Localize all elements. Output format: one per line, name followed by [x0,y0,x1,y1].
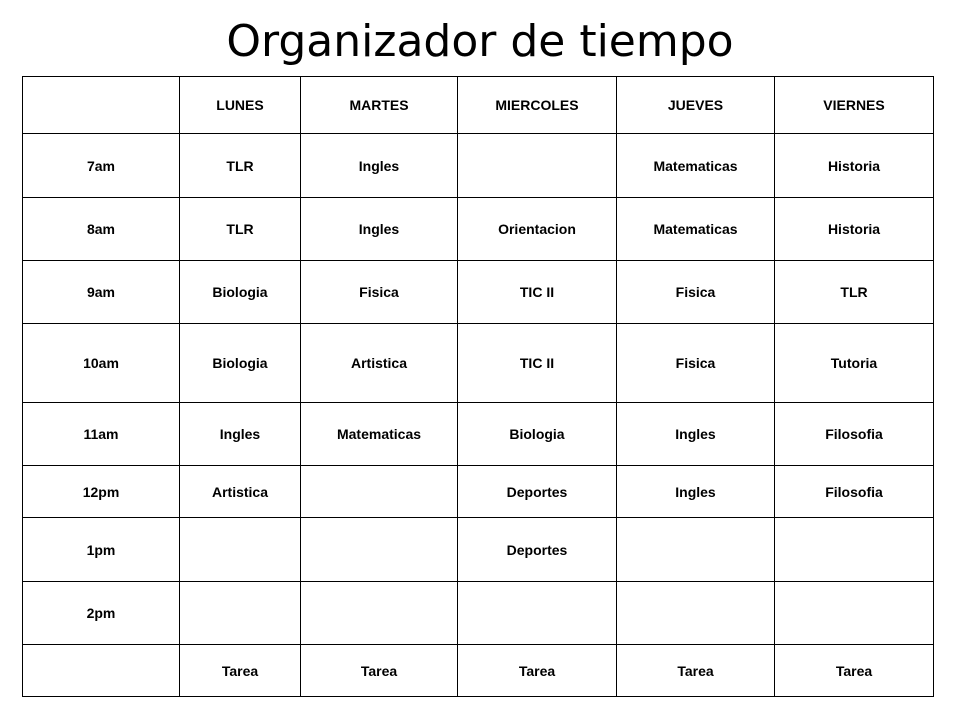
time-cell: 12pm [23,466,180,518]
schedule-cell: Historia [775,134,934,198]
schedule-cell [775,582,934,645]
schedule-cell [458,134,617,198]
schedule-cell: Ingles [301,198,458,261]
page-title: Organizador de tiempo [226,16,734,67]
day-header-viernes: VIERNES [775,77,934,134]
schedule-cell [775,518,934,582]
schedule-cell: Artistica [180,466,301,518]
schedule-cell: Matematicas [301,403,458,466]
time-cell: 7am [23,134,180,198]
schedule-cell [458,582,617,645]
schedule-cell: Orientacion [458,198,617,261]
schedule-cell: Ingles [301,134,458,198]
schedule-cell: Tarea [617,645,775,697]
schedule-cell [301,466,458,518]
table-row [23,466,934,518]
schedule-cell: Biologia [180,324,301,403]
schedule-cell: Tarea [775,645,934,697]
schedule-cell: Ingles [617,466,775,518]
schedule-cell: TIC II [458,324,617,403]
schedule-cell: Ingles [180,403,301,466]
schedule-cell: Deportes [458,518,617,582]
schedule-table [22,76,934,697]
schedule-cell [180,518,301,582]
time-cell: 1pm [23,518,180,582]
schedule-cell: Matematicas [617,134,775,198]
schedule-cell [180,582,301,645]
day-header-miercoles: MIERCOLES [458,77,617,134]
day-header-jueves: JUEVES [617,77,775,134]
schedule-cell: TLR [180,198,301,261]
schedule-cell: Filosofia [775,466,934,518]
schedule-cell: TLR [180,134,301,198]
table-row [23,518,934,582]
schedule-cell: Biologia [180,261,301,324]
schedule-cell: Biologia [458,403,617,466]
time-cell: 8am [23,198,180,261]
schedule-cell [617,518,775,582]
schedule-cell: TLR [775,261,934,324]
time-cell: 10am [23,324,180,403]
schedule-cell [617,582,775,645]
corner-cell [23,77,180,134]
schedule-cell: Filosofia [775,403,934,466]
schedule-cell: Fisica [617,261,775,324]
table-row [23,261,934,324]
time-cell: 2pm [23,582,180,645]
schedule-cell: Fisica [617,324,775,403]
schedule-cell: Artistica [301,324,458,403]
header-row [23,77,934,134]
schedule-cell: TIC II [458,261,617,324]
schedule-cell [301,582,458,645]
table-row [23,403,934,466]
day-header-martes: MARTES [301,77,458,134]
table-row [23,134,934,198]
day-header-lunes: LUNES [180,77,301,134]
table-row [23,198,934,261]
schedule-cell: Deportes [458,466,617,518]
schedule-cell: Ingles [617,403,775,466]
schedule-cell [301,518,458,582]
schedule-cell: Fisica [301,261,458,324]
time-cell: 9am [23,261,180,324]
table-row [23,582,934,645]
schedule-cell: Tarea [458,645,617,697]
schedule-cell: Tutoria [775,324,934,403]
schedule-cell: Historia [775,198,934,261]
schedule-cell: Tarea [180,645,301,697]
schedule-cell: Matematicas [617,198,775,261]
table-row [23,324,934,403]
time-cell [23,645,180,697]
schedule-cell: Tarea [301,645,458,697]
time-cell: 11am [23,403,180,466]
table-row [23,645,934,697]
